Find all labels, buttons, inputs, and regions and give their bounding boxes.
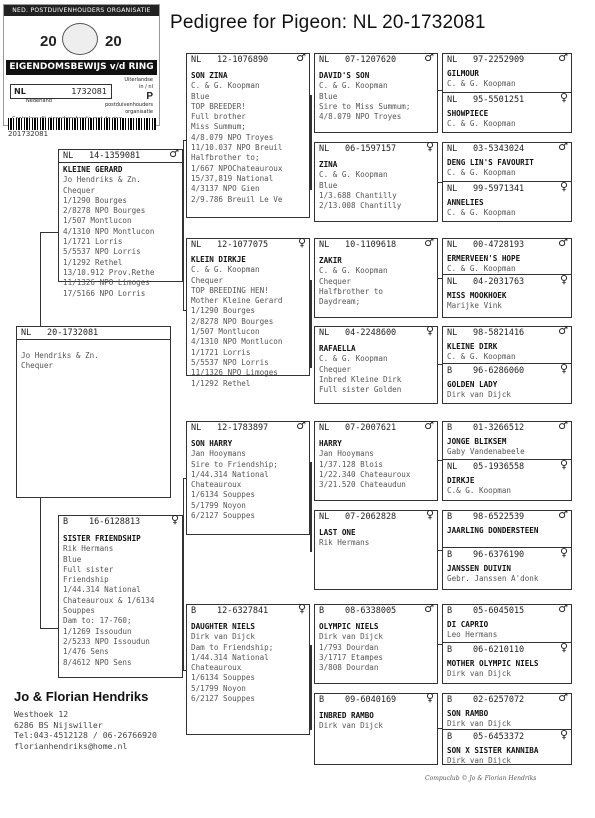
pigeon-name: MOTHER OLYMPIC NIELS [447,659,539,668]
pigeon-name: ZAKIR [319,256,342,265]
info-line: 3/808 Dourdan [319,663,379,673]
info-line: 1/22.340 Chateauroux [319,469,411,479]
pigeon-subject [16,326,171,498]
pigeon-name: INBRED RAMBO [319,711,374,720]
male-icon: ♂ [558,324,568,337]
pigeon-name: ZINA [319,160,338,169]
info-line: C.& G. Koopman [447,486,512,496]
info-line: TOP BREEDER! [191,101,246,111]
info-line: Dirk van Dijck [191,632,256,642]
country: NL [191,55,202,65]
card-banner: NED. POSTDUIVENHOUDERS ORGANISATIE [4,5,159,16]
country: B [319,695,325,705]
connector-line [438,278,442,279]
info-line: 2/8278 NPO Bourges [191,316,274,326]
info-line: 3/21.520 Chateaudun [319,480,406,490]
info-line: Dirk van Dijck [447,390,512,400]
card-ring-number: 1732081 [71,87,107,96]
info-line: 1/6134 Souppes [191,490,256,500]
owner-city: 6286 BS Nijswiller [14,719,103,730]
owner-phone: Tel:043-4512128 / 06-26766920 [14,730,157,741]
info-line: Chequer [191,275,224,285]
card-small-right3: postduivenhouders [104,102,153,108]
info-line: 1/44.314 National [191,469,269,479]
ring-number: 20-1732081 [47,328,99,338]
footer-credit: Compuclub © Jo & Florian Hendriks [425,775,537,782]
ring-number: 99-5971341 [473,184,525,194]
male-icon: ♂ [296,51,306,64]
connector-line [183,140,184,310]
female-icon: ♀ [559,641,568,654]
ring-number: 07-2062828 [345,512,397,522]
pigeon-name: DENG LIN'S FAVOURIT [447,158,534,167]
connector-line [438,550,442,551]
country: NL [191,423,202,433]
pigeon-pair-6 [442,510,572,590]
female-icon: ♀ [425,691,434,704]
pigeon-pair-1 [442,53,572,133]
info-line: C. & G. Koopman [319,170,388,180]
ring-number: 95-5501251 [473,95,525,105]
info-line: Halfbrother to; [191,153,260,163]
connector-line [438,728,442,729]
pigeon-name: ERMERVEEN'S HOPE [447,254,521,263]
ring-certificate [3,4,160,126]
pigeon-name: KLEINE GERARD [63,165,123,174]
info-line: 2/13.008 Chantilly [319,201,402,211]
pigeon-name: JONGE BLIKSEM [447,437,507,446]
country: NL [447,95,458,105]
info-line: C. & G. Koopman [191,265,260,275]
card-year-left: 20 [40,33,57,50]
info-line: Chateauroux [191,663,242,673]
info-line: 13/10.912 Prov.Rethe [63,267,155,277]
info-line: 2/5233 NPO Issoudun [63,636,150,646]
country: B [447,550,453,560]
male-icon: ♂ [424,419,434,432]
pigeon-sdd [314,326,438,404]
connector-line [183,140,186,141]
country: NL [191,240,202,250]
info-line: 1/507 Montlucon [191,327,260,337]
info-line: C. & G. Koopman [447,168,516,178]
country: NL [447,462,458,472]
info-line: 3/1717 Etampes [319,652,384,662]
ring-number: 12-1783897 [217,423,269,433]
pigeon-name: JANSSEN DUIVIN [447,564,512,573]
female-icon: ♀ [559,458,568,471]
pigeon-pair-8 [442,693,572,765]
info-line: C. & G. Koopman [447,264,516,274]
country: NL [63,151,74,161]
connector-line [40,232,58,233]
connector-line [438,182,442,183]
info-line: Full sister Golden [319,385,402,395]
info-line: Friendship [63,575,109,585]
connector-line [183,478,186,479]
male-icon: ♂ [558,140,568,153]
country: NL [447,240,458,250]
info-line: Dirk van Dijck [447,756,512,766]
pigeon-ddd [314,693,438,765]
connector-line [40,498,41,628]
connector-line [438,460,442,461]
info-line: Gaby Vandenabeele [447,447,525,457]
country: NL [21,328,32,338]
female-icon: ♀ [559,728,568,741]
country: B [63,517,69,527]
info-line: 1/1721 Lorris [63,237,123,247]
info-line: Dirk van Dijck [319,632,384,642]
ring-number: 04-2248600 [345,328,397,338]
info-line: Full sister [63,564,114,574]
pigeon-dss [314,421,438,501]
card-small-right1: Uiterlandse [124,77,153,83]
owner-name: Jo & Florian Hendriks [14,689,149,704]
pigeon-name: DIRKJE [447,476,475,485]
pigeon-name: DAUGHTER NIELS [191,622,256,631]
info-line: 11/1326 NPO Limoges [191,368,278,378]
country: NL [319,240,330,250]
pigeon-pair-4 [442,326,572,404]
info-line: 2/9.786 Breuil Le Ve [191,194,283,204]
connector-line [310,462,312,552]
pigeon-name: SON X SISTER KANNIBA [447,746,539,755]
country: B [447,695,453,705]
pigeon-name: DAVID'S SON [319,71,370,80]
info-line: 1/44.314 National [191,652,269,662]
barcode-number: 201732081 [8,130,49,138]
male-icon: ♂ [558,419,568,432]
female-icon: ♀ [297,602,306,615]
info-line: Mother Kleine Gerard [191,296,283,306]
pigeon-dam [58,515,183,678]
info-line: Sire to Miss Summum; [319,101,411,111]
info-line: Dirk van Dijck [447,669,512,679]
connector-line [438,364,442,365]
info-line: Chateauroux [191,480,242,490]
card-title-strip: EIGENDOMSBEWIJS v/d RING [6,60,157,75]
male-icon: ♂ [558,602,568,615]
info-line: Daydream; [319,297,361,307]
info-line: Gebr. Janssen A'donk [447,574,539,584]
female-icon: ♀ [170,513,179,526]
pigeon-sss [314,53,438,133]
country: NL [447,144,458,154]
info-line: Rik Hermans [63,544,114,554]
connector-line [183,310,186,311]
pigeon-name: OLYMPIC NIELS [319,622,379,631]
card-small-right2: in / nl [139,84,153,90]
pigeon-name: GILMOUR [447,69,480,78]
pigeon-dsd [314,510,438,590]
ring-number: 96-6376190 [473,550,525,560]
female-icon: ♀ [425,324,434,337]
info-line: 1/793 Dourdan [319,642,379,652]
barcode-icon [8,118,156,130]
info-line: 4/8.079 NPO Troyes [319,112,402,122]
info-line: 11/1326 NPO Limoges [63,278,150,288]
female-icon: ♀ [559,180,568,193]
pigeon-dd [186,604,310,735]
card-p-letter: P [146,91,153,102]
info-line: 17/5166 NPO Lorris [63,288,146,298]
ring-number: 96-6286060 [473,366,525,376]
info-line: Rik Hermans [319,538,370,548]
connector-line [40,232,41,326]
female-icon: ♀ [559,273,568,286]
info-line: C. & G. Koopman [191,81,260,91]
pigeon-name: KLEINE DIRK [447,342,498,351]
male-icon: ♂ [558,691,568,704]
connector-line [438,90,442,91]
info-line: Dam to Friendship; [191,642,274,652]
pigeon-name: ANNELIES [447,198,484,207]
female-icon: ♀ [425,140,434,153]
ring-number: 12-1077075 [217,240,269,250]
country: NL [319,512,330,522]
pigeon-name: SISTER FRIENDSHIP [63,534,141,543]
info-line: 5/5537 NPO Lorris [63,247,141,257]
info-line: 15/37,819 National [191,173,274,183]
ring-number: 05-1936558 [473,462,525,472]
male-icon: ♂ [558,51,568,64]
ring-number: 00-4728193 [473,240,525,250]
info-line: 1/1292 Rethel [191,378,251,388]
pigeon-sd [186,236,310,388]
info-line: Inbred Kleine Dirk [319,374,402,384]
country: NL [319,144,330,154]
pigeon-sire [58,147,183,298]
card-year-right: 20 [105,33,122,50]
info-line: 8/4612 NPO Sens [63,657,132,667]
info-line: 6/2127 Souppes [191,694,256,704]
info-line: Jo Hendriks & Zn. [21,351,99,360]
pigeon-name: MISS MOOKHOEK [447,291,507,300]
ring-number: 08-6338005 [345,606,397,616]
owner-address: Westhoek 12 [14,709,69,719]
pigeon-name: RAFAELLA [319,344,356,353]
owner-block [14,689,157,751]
connector-line [310,95,312,190]
info-line: 2/8278 NPO Bourges [63,206,146,216]
country: B [447,732,453,742]
info-line: 1/1292 Rethel [63,257,123,267]
info-line: Chequer [319,364,352,374]
info-line: 1/44.314 National [63,585,141,595]
pigeon-name: HARRY [319,439,342,448]
info-line: 1/1269 Issoudun [63,626,132,636]
ring-number: 12-1076890 [217,55,269,65]
ring-number: 06-6210110 [473,645,525,655]
info-line: TOP BREEDING HEN! [191,285,269,295]
card-small-right4: organisatie [125,109,153,115]
pigeon-dds [314,604,438,684]
info-line: Chequer [319,276,352,286]
info-line: 1/1290 Bourges [63,195,128,205]
ring-number: 14-1359081 [89,151,141,161]
info-line: 1/667 NPOChateauroux [191,163,283,173]
info-line: 5/1799 Noyon [191,500,246,510]
pigeon-pair-5 [442,421,572,501]
pigeon-pair-7 [442,604,572,684]
country: B [447,512,453,522]
info-line: 1/1721 Lorris [191,347,251,357]
connector-line [40,628,58,629]
pigeon-name: DI CAPRIO [447,620,489,629]
pigeon-name: SON ZINA [191,71,228,80]
info-line: 1/6134 Souppes [191,673,256,683]
pigeon-name: LAST ONE [319,528,356,537]
pigeon-ssd [314,142,438,222]
country: B [447,606,453,616]
ring-number: 10-1109618 [345,240,397,250]
info-line: Blue [63,554,82,564]
info-line: Full brother [191,112,246,122]
info-line: Marijke Vink [447,301,502,311]
ring-number: 16-6128813 [89,517,141,527]
pigeon-name: GOLDEN LADY [447,380,498,389]
info-line: Dirk van Dijck [447,719,512,729]
pigeon-name: SON HARRY [191,439,233,448]
info-line: Jo Hendriks & Zn. [63,175,141,185]
ring-number: 02-6257072 [473,695,525,705]
info-line: 5/5537 NPO Lorris [191,357,269,367]
info-line: 4/8.079 NPO Troyes [191,132,274,142]
connector-line [310,280,312,368]
info-line: Blue [191,91,210,101]
male-icon: ♂ [169,147,179,160]
page-title: Pedigree for Pigeon: NL 20-1732081 [170,12,486,33]
pigeon-sds [314,238,438,318]
ring-number: 03-5343024 [473,144,525,154]
connector-line [438,644,442,645]
info-line: Blue [319,180,338,190]
country: B [191,606,197,616]
country: NL [447,277,458,287]
info-line: Chequer [21,361,54,371]
info-line: Souppes [63,606,96,616]
male-icon: ♂ [558,236,568,249]
info-line: C. & G. Koopman [447,352,516,362]
info-line: 1/507 Montlucon [63,216,132,226]
male-icon: ♂ [424,602,434,615]
info-line: Chateauroux & 1/6134 [63,595,155,605]
info-line: 4/3137 NPO Gien [191,184,260,194]
ring-number: 07-1207620 [345,55,397,65]
country: B [319,606,325,616]
ring-number: 09-6040169 [345,695,397,705]
pigeon-ds [186,421,310,535]
info-line: 5/1799 Noyon [191,683,246,693]
female-icon: ♀ [559,546,568,559]
male-icon: ♂ [296,419,306,432]
info-line: 1/1290 Bourges [191,306,256,316]
info-line: Dam to: 17-760; [63,616,132,626]
info-line: 1/37.128 Blois [319,459,384,469]
country: NL [319,55,330,65]
pigeon-emblem-icon [62,23,98,55]
male-icon: ♂ [424,236,434,249]
info-line: C. & G. Koopman [319,266,388,276]
pigeon-name: SHOWPIECE [447,109,489,118]
pigeon-pair-3 [442,238,572,318]
card-small-left: Nederland [26,98,52,104]
pigeon-name: JAARLING DONDERSTEEN [447,526,539,535]
connector-line [310,645,312,730]
info-line: Miss Summum; [191,122,246,132]
ring-number: 05-6045015 [473,606,525,616]
ring-number: 05-6453372 [473,732,525,742]
info-line: 11/10.037 NPO Breuil [191,143,283,153]
country: B [447,366,453,376]
pigeon-name: SON RAMBO [447,709,489,718]
ring-number: 01-3266512 [473,423,525,433]
connector-line [183,670,186,671]
info-line: Leo Hermans [447,630,498,640]
info-line: C. & G. Koopman [447,79,516,89]
info-line: 6/2127 Souppes [191,511,256,521]
male-icon: ♂ [424,51,434,64]
country: NL [319,328,330,338]
ring-number: 98-6522539 [473,512,525,522]
pigeon-pair-2 [442,142,572,222]
female-icon: ♀ [425,508,434,521]
card-country: NL [14,87,26,96]
info-line: Chequer [63,185,96,195]
info-line: C. & G. Koopman [447,119,516,129]
info-line: C. & G. Koopman [447,208,516,218]
info-line: C. & G. Koopman [319,81,388,91]
pigeon-ss [186,53,310,218]
ring-number: 06-1597157 [345,144,397,154]
country: B [447,645,453,655]
info-line: 1/3.688 Chantilly [319,190,397,200]
female-icon: ♀ [559,91,568,104]
ring-number: 07-2007621 [345,423,397,433]
info-line: 4/1310 NPO Montlucon [63,226,155,236]
connector-line [183,478,184,670]
info-line: Dirk van Dijck [319,721,384,731]
owner-email[interactable]: florianhendriks@home.nl [14,740,128,751]
info-line: Jan Hooymans [191,449,246,459]
info-line: Jan Hooymans [319,449,374,459]
country: NL [447,184,458,194]
country: NL [447,55,458,65]
ring-number: 98-5821416 [473,328,525,338]
female-icon: ♀ [559,362,568,375]
female-icon: ♀ [297,236,306,249]
country: NL [447,328,458,338]
card-ring-field [10,84,112,99]
pigeon-name: KLEIN DIRKJE [191,255,246,264]
male-icon: ♂ [558,508,568,521]
info-line: C. & G. Koopman [319,354,388,364]
country: NL [319,423,330,433]
country: B [447,423,453,433]
info-line: Sire to Friendship; [191,459,278,469]
ring-number: 12-6327841 [217,606,269,616]
ring-number: 97-2252909 [473,55,525,65]
info-line: 4/1310 NPO Montlucon [191,337,283,347]
ring-number: 04-2031763 [473,277,525,287]
info-line: 1/476 Sens [63,647,109,657]
info-line: Halfbrother to [319,286,384,296]
info-line: Blue [319,91,338,101]
